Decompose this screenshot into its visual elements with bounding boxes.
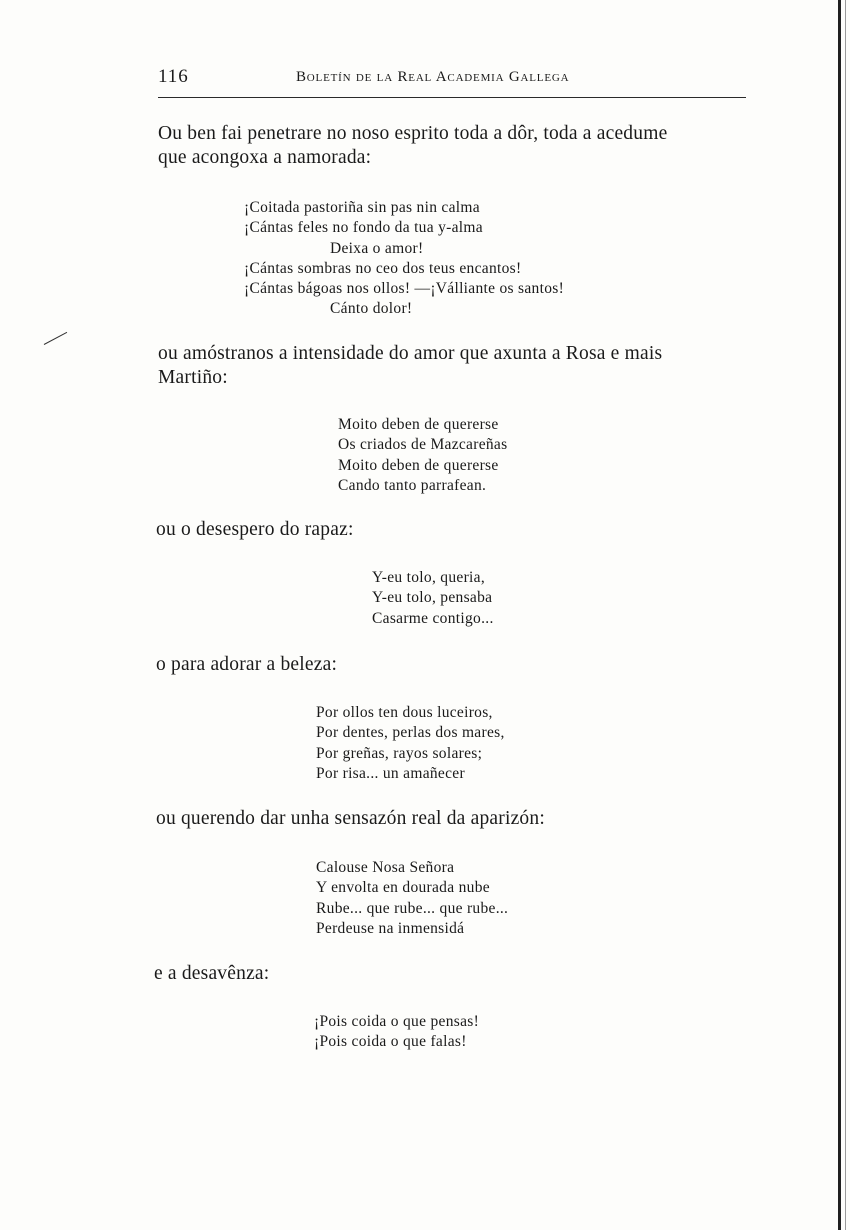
verse-line: Y envolta en dourada nube bbox=[316, 879, 490, 897]
prose-line: ou amóstranos a intensidade do amor que axunta a Rosa e mais bbox=[158, 343, 663, 364]
prose-paragraph-5 bbox=[156, 807, 545, 831]
margin-pencil-mark bbox=[44, 332, 67, 345]
prose-paragraph-2 bbox=[158, 342, 662, 390]
verse-stanza-6 bbox=[314, 1012, 479, 1053]
verse-line: ¡Pois coida o que pensas! bbox=[314, 1013, 480, 1030]
verse-stanza-3 bbox=[372, 568, 494, 629]
verse-line: ¡Cántas sombras no ceo dos teus encantos! bbox=[244, 259, 522, 277]
verse-line: Por ollos ten dous luceiros, bbox=[316, 704, 493, 721]
verse-line: Por greñas, rayos solares; bbox=[316, 744, 483, 762]
verse-line: Y-eu tolo, pensaba bbox=[372, 589, 493, 607]
prose-line: Martiño: bbox=[158, 367, 228, 388]
page-edge-shadow bbox=[838, 0, 841, 1230]
verse-line: Deixa o amor! bbox=[330, 239, 424, 257]
prose-line: que acongoxa a namorada: bbox=[158, 147, 372, 168]
verse-line: Casarme contigo... bbox=[372, 609, 494, 627]
verse-line: Por dentes, perlas dos mares, bbox=[316, 724, 505, 742]
verse-line: Cánto dolor! bbox=[330, 300, 413, 318]
page-header bbox=[158, 66, 746, 96]
verse-line: Rube... que rube... que rube... bbox=[316, 899, 509, 917]
verse-stanza-1 bbox=[244, 198, 564, 320]
verse-stanza-2 bbox=[338, 415, 507, 496]
verse-line: Calouse Nosa Señora bbox=[316, 859, 455, 876]
prose-line: Ou ben fai penetrare no noso esprito toda a dôr, toda a acedume bbox=[158, 123, 668, 144]
verse-line: Moito deben de quererse bbox=[338, 456, 499, 474]
prose-paragraph-6 bbox=[154, 962, 269, 986]
prose-paragraph-3 bbox=[156, 518, 354, 542]
verse-stanza-4 bbox=[316, 703, 505, 784]
prose-line: e a desavênza: bbox=[154, 963, 270, 984]
verse-line: ¡Pois coida o que falas! bbox=[314, 1033, 467, 1051]
verse-line: ¡Coitada pastoriña sin pas nin calma bbox=[244, 199, 480, 216]
verse-line: Por risa... un amañecer bbox=[316, 764, 465, 782]
verse-line: Moito deben de quererse bbox=[338, 416, 499, 433]
verse-line: Cando tanto parrafean. bbox=[338, 476, 487, 494]
verse-line: Os criados de Mazcareñas bbox=[338, 436, 508, 454]
page-number: 116 bbox=[158, 66, 189, 87]
verse-stanza-5 bbox=[316, 858, 508, 939]
prose-paragraph-1 bbox=[158, 122, 667, 170]
verse-line: Perdeuse na inmensidá bbox=[316, 919, 465, 937]
prose-line: ou o desespero do rapaz: bbox=[156, 519, 354, 540]
header-rule bbox=[158, 97, 746, 98]
running-title: Boletín de la Real Academia Gallega bbox=[296, 69, 570, 85]
prose-line: o para adorar a beleza: bbox=[156, 654, 338, 675]
prose-paragraph-4 bbox=[156, 653, 337, 677]
prose-line: ou querendo dar unha sensazón real da aparizón: bbox=[156, 808, 545, 829]
verse-line: ¡Cántas feles no fondo da tua y-alma bbox=[244, 219, 483, 237]
verse-line: Y-eu tolo, queria, bbox=[372, 569, 486, 586]
verse-line: ¡Cántas bágoas nos ollos! —¡Válliante os santos! bbox=[244, 280, 565, 298]
page-edge-line bbox=[845, 0, 846, 1230]
